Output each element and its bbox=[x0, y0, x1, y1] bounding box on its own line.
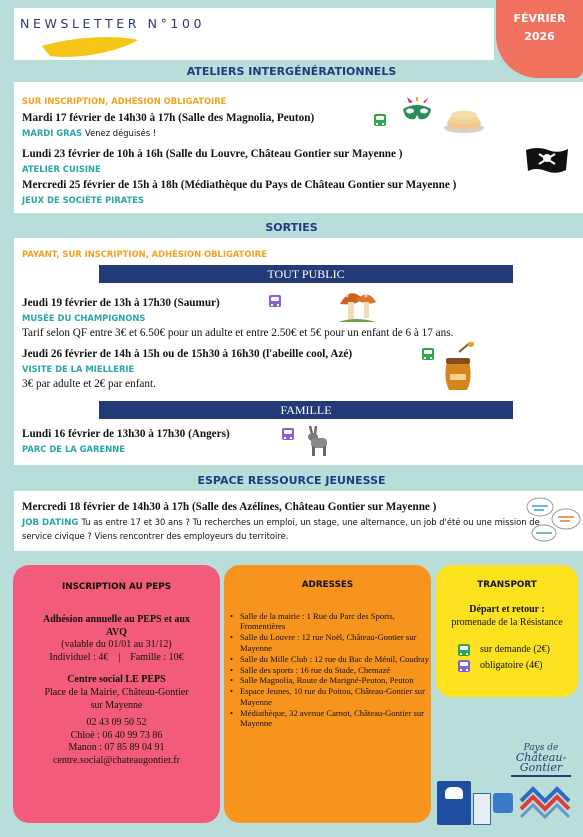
jeunesse-panel bbox=[14, 491, 583, 551]
bus-purple-icon bbox=[458, 660, 470, 672]
event-garenne-when: Lundi 16 février de 13h30 à 17h30 (Angers) bbox=[22, 428, 230, 440]
job-dating-text-1: Tu as entre 17 et 30 ans ? Tu recherches un emploi, un stage, une alternance, un job d'été ou une mission de bbox=[81, 517, 540, 527]
famille-banner: FAMILLE bbox=[99, 401, 513, 419]
carnival-mask-icon bbox=[399, 97, 435, 127]
bus-green-icon bbox=[374, 114, 386, 126]
donkey-icon bbox=[304, 424, 334, 458]
pays-logo-line-2: Château-Gontier bbox=[515, 751, 567, 774]
event-champignons-price: Tarif selon QF entre 3€ et 6.50€ pour un adulte et entre 2.50€ et 5€ pour un enfant de 6 à 17 ans. bbox=[22, 327, 454, 339]
newsletter-title: NEWSLETTER N°100 bbox=[20, 16, 206, 31]
pirate-flag-icon bbox=[524, 146, 570, 176]
job-dating-when: Mercredi 18 février de 14h30 à 17h (Salle des Azélines, Château Gontier sur Mayenne ) bbox=[22, 501, 437, 513]
adresses-card bbox=[224, 565, 431, 823]
caf-logo bbox=[473, 793, 491, 825]
event-pirates-when: Mercredi 25 février de 15h à 18h (Médiathèque du Pays de Château Gontier sur Mayenne ) bbox=[22, 179, 457, 191]
phone-main: 02 43 09 50 52 bbox=[86, 717, 147, 729]
job-dating-desc-2 bbox=[22, 531, 288, 542]
centre-address-1: Place de la Mairie, Château-Gontier bbox=[44, 686, 189, 698]
sorties-section-title: SORTIES bbox=[265, 221, 318, 234]
ufs-logo bbox=[493, 793, 513, 813]
honey-pot-icon bbox=[439, 342, 477, 396]
address-item: • Médiathèque, 32 avenue Carnot, Château-Gontier sur Mayenne bbox=[234, 708, 431, 729]
job-dating-text-2: service civique ? Viens rencontrer des employeurs du territoire. bbox=[22, 531, 289, 541]
depart-label: Départ et retour : bbox=[469, 604, 545, 615]
year-label: 2026 bbox=[524, 30, 555, 43]
adhesion-line-2: AVQ bbox=[106, 626, 127, 638]
partner-logos bbox=[435, 737, 583, 837]
associations-familiales-logo bbox=[437, 781, 471, 825]
event-mardi-gras-title: MARDI GRAS bbox=[22, 128, 83, 138]
bus-green-icon bbox=[458, 644, 470, 656]
transport-purple-row bbox=[436, 659, 578, 675]
ateliers-tag: SUR INSCRIPTION, ADHÉSION OBLIGATOIRE bbox=[22, 96, 227, 106]
adresses-title: ADRESSES bbox=[301, 580, 354, 590]
bus-green-icon bbox=[422, 348, 434, 360]
tout-public-banner: TOUT PUBLIC bbox=[99, 265, 513, 283]
bus-purple-icon bbox=[282, 428, 294, 440]
adhesion-line-1: Adhésion annuelle au PEPS et aux bbox=[43, 614, 190, 625]
contact-email: centre.social@chateaugontier.fr bbox=[53, 754, 180, 766]
event-miellerie-when: Jeudi 26 février de 14h à 15h ou de 15h30 à 16h30 (l'abeille cool, Azé) bbox=[22, 348, 353, 360]
address-item: • Espace Jeunes, 10 rue du Poitou, Château-Gontier sur Mayenne bbox=[234, 686, 431, 707]
regional-logo-icon bbox=[515, 781, 571, 825]
adhesion-prices: Individuel : 4€ | Famille : 10€ bbox=[49, 651, 184, 663]
phone-chloe: Chloé : 06 40 99 73 86 bbox=[70, 729, 163, 741]
mushrooms-icon bbox=[336, 284, 378, 324]
event-miellerie-sub: VISITE DE LA MIELLERIE bbox=[22, 364, 135, 374]
adhesion-validity: (valable du 01/01 au 31/12) bbox=[61, 639, 172, 651]
month-label: FÉVRIER bbox=[513, 12, 566, 25]
event-garenne-sub: PARC DE LA GARENNE bbox=[22, 444, 125, 454]
inscription-card bbox=[13, 565, 220, 823]
centre-address-2: sur Mayenne bbox=[90, 699, 143, 711]
ateliers-panel bbox=[14, 82, 583, 213]
centre-social-title: Centre social LE PEPS bbox=[67, 674, 166, 686]
inscription-title: INSCRIPTION AU PEPS bbox=[61, 582, 172, 592]
event-pirates-sub: JEUX DE SOCIÉTÉ PIRATES bbox=[22, 195, 145, 205]
event-mardi-gras-sub bbox=[22, 128, 156, 138]
address-item: • Salle Magnolia, Route de Marigné-Peuton, Peuton bbox=[234, 675, 431, 685]
address-item: • Salle de la mairie : 1 Rue du Parc des Sports, Fromentières bbox=[234, 611, 431, 632]
event-cuisine-when: Lundi 23 février de 10h à 16h (Salle du Louvre, Château Gontier sur Mayenne ) bbox=[22, 148, 403, 160]
job-dating-title: JOB DATING bbox=[22, 518, 79, 528]
pays-logo-line-1: Pays de bbox=[523, 743, 559, 753]
address-item: • Salle du Louvre : 12 rue Noël, Château-Gontier sur Mayenne bbox=[234, 632, 431, 653]
pays-chateau-gontier-logo bbox=[501, 743, 581, 777]
event-miellerie-price: 3€ par adulte et 2€ par enfant. bbox=[22, 378, 156, 390]
bus-purple-icon bbox=[269, 295, 281, 307]
depart-place: promenade de la Résistance bbox=[451, 616, 563, 628]
phone-manon: Manon : 07 85 89 04 91 bbox=[68, 742, 165, 754]
event-mardi-gras-when: Mardi 17 février de 14h30 à 17h (Salle des Magnolia, Peuton) bbox=[22, 112, 315, 124]
ateliers-section-title: ATELIERS INTERGÉNÉRATIONNELS bbox=[186, 65, 397, 78]
speech-bubbles-icon bbox=[524, 493, 582, 545]
newsletter-header bbox=[14, 8, 494, 60]
transport-green-row bbox=[436, 643, 578, 659]
address-item: • Salle du Mille Club : 12 rue du Bac de Ménil, Coudray bbox=[234, 654, 431, 664]
event-champignons-sub: MUSÉE DU CHAMPIGNONS bbox=[22, 313, 146, 323]
event-cuisine-sub: ATELIER CUISINE bbox=[22, 164, 101, 174]
adresses-list bbox=[224, 611, 431, 728]
transport-purple-label: obligatoire (4€) bbox=[480, 660, 543, 672]
job-dating-desc bbox=[22, 517, 540, 528]
transport-card bbox=[436, 565, 578, 697]
sorties-panel bbox=[14, 238, 583, 465]
sorties-tag: PAYANT, SUR INSCRIPTION, ADHÉSION OBLIGATOIRE bbox=[22, 249, 267, 259]
event-champignons-when: Jeudi 19 février de 13h à 17h30 (Saumur) bbox=[22, 297, 220, 309]
address-item: • Salle des sports : 16 rue du Stade, Chemazé bbox=[234, 665, 431, 675]
transport-title: TRANSPORT bbox=[477, 580, 537, 590]
yellow-swoosh-decoration bbox=[42, 36, 138, 58]
event-mardi-gras-note: Venez déguisés ! bbox=[85, 128, 157, 138]
transport-green-label: sur demande (2€) bbox=[480, 644, 550, 656]
crepes-icon bbox=[442, 106, 486, 134]
jeunesse-section-title: ESPACE RESSOURCE JEUNESSE bbox=[197, 474, 386, 487]
